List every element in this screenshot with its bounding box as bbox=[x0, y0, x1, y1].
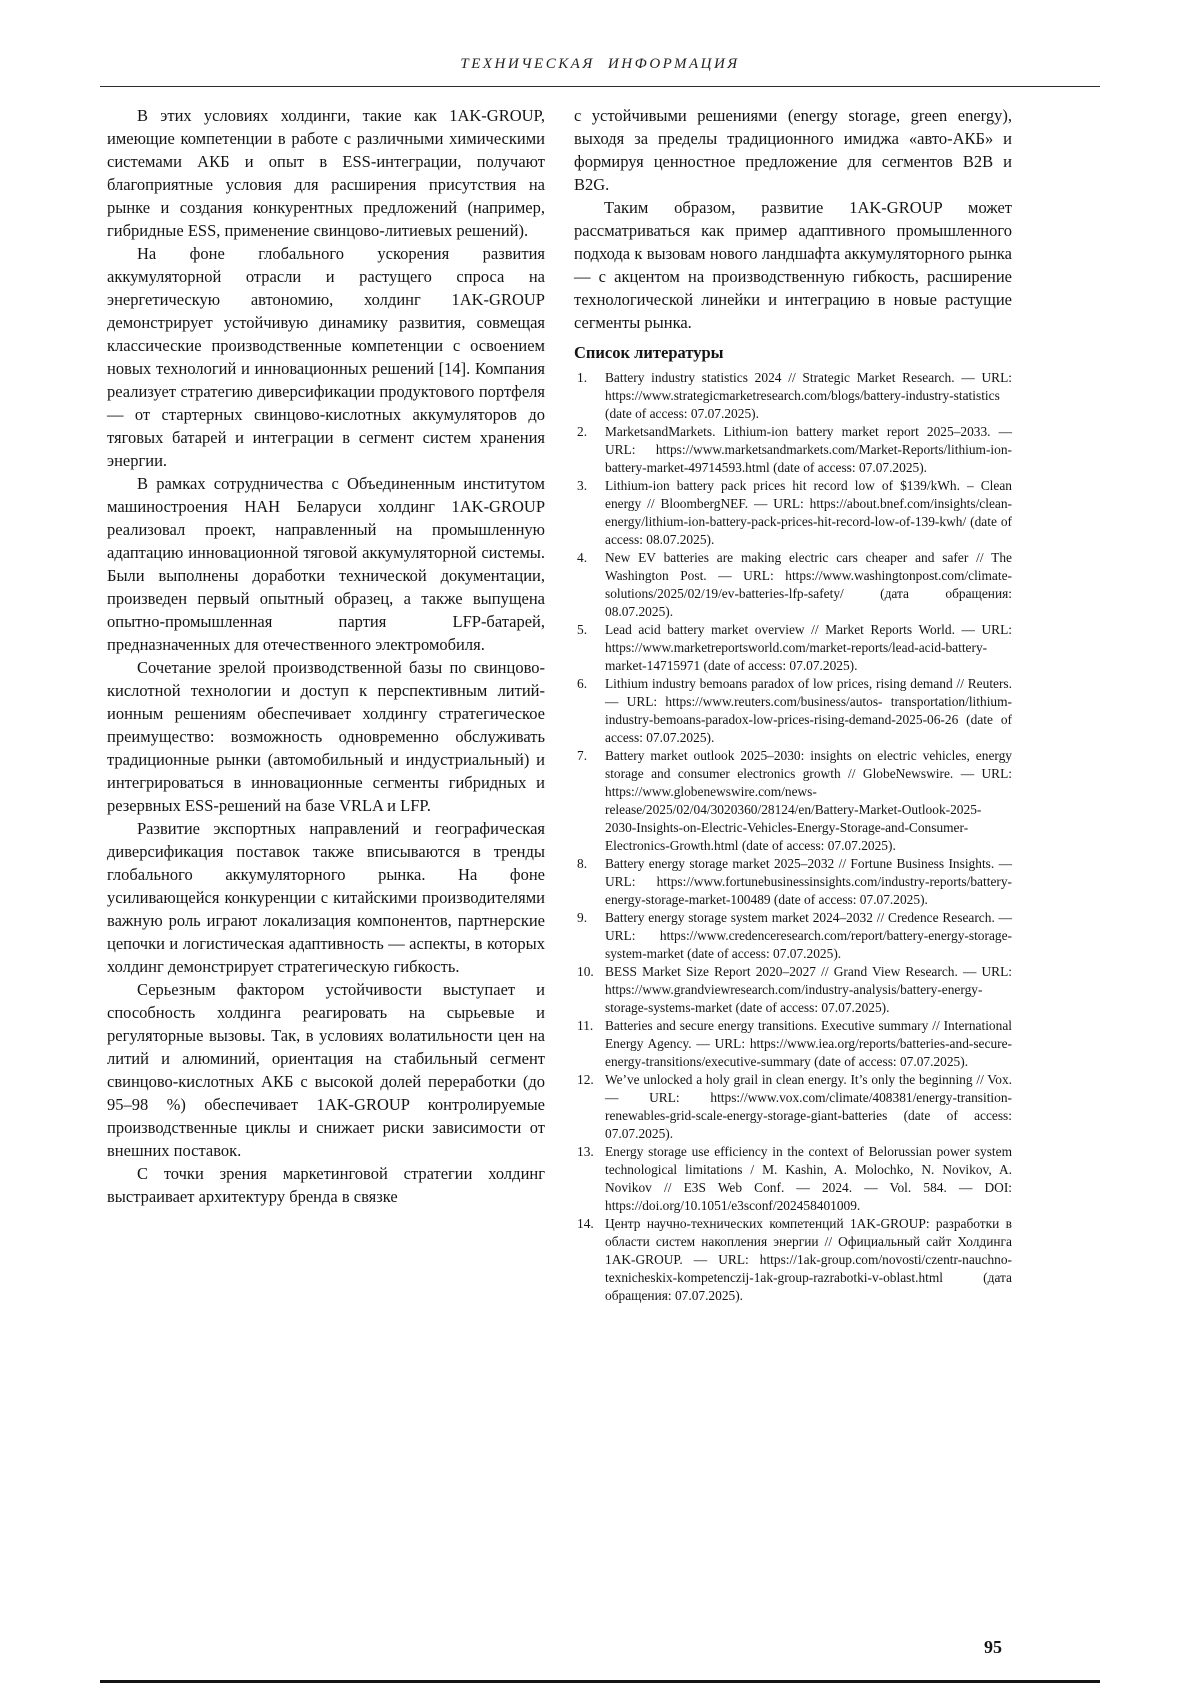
reference-item bbox=[574, 1071, 1012, 1143]
reference-item bbox=[574, 1215, 1012, 1305]
reference-item bbox=[574, 621, 1012, 675]
body-paragraph: С точки зрения маркетинговой стратегии холдинг выстраивает архитектуру бренда в связке bbox=[107, 1164, 545, 1206]
reference-number: 4. bbox=[577, 550, 588, 565]
body-paragraph: На фоне глобального ускорения развития аккумуляторной отрасли и растущего спроса на энергетическую автономию, холдинг 1AK-GROUP демонстрирует устойчивую динамику развития, совмещая классические производственные компетенции с освоением новых технологий и инновационных решений [14]. Компания реализует стратегию диверсификации продуктового портфеля — от стартерных свинцово-кислотных аккумуляторов до тяговых батарей и интеграции в сегмент систем хранения энергии. bbox=[107, 244, 545, 470]
reference-number: 8. bbox=[577, 856, 588, 871]
reference-item bbox=[574, 747, 1012, 855]
reference-text: Lithium industry bemoans paradox of low prices, rising demand // Reuters. — URL: https://www.reuters.com/business/autos- transportation/lithium-industry-bemoans-paradox-low-prices-rising-demand-2025-06-26 (date of access: 07.07.2025). bbox=[605, 676, 1012, 745]
reference-item bbox=[574, 675, 1012, 747]
body-paragraph: В рамках сотрудничества с Объединенным институтом машиностроения НАН Беларуси холдинг 1AK-GROUP реализовал проект, направленный на промышленную адаптацию инновационной тяговой аккумуляторной системы. Были выполнены доработки технической документации, произведен первый опытный образец, а также выпущена опытно-промышленная партия LFP-батарей, предназначенных для отечественного электромобиля. bbox=[107, 474, 545, 654]
reference-text: Battery energy storage system market 2024–2032 // Credence Research. — URL: https://www.credenceresearch.com/report/battery-energy-storage-system-market (date of access: 07.07.2025). bbox=[605, 910, 1012, 961]
reference-text: Lithium-ion battery pack prices hit record low of $139/kWh. – Clean energy // BloombergNEF. — URL: https://about.bnef.com/insights/clean-energy/lithium-ion-battery-pack-prices-hit-record-low-of-139-kwh/ (date of access: 08.07.2025). bbox=[605, 478, 1012, 547]
body-paragraph: Сочетание зрелой производственной базы по свинцово-кислотной технологии и доступ к перспективным литий-ионным решениям обеспечивает холдингу стратегическое преимущество: возможность одновременно обслуживать традиционные рынки (автомобильный и индустриальный) и интегрироваться в инновационные сегменты гибридных и резервных ESS-решений на базе VRLA и LFP. bbox=[107, 658, 545, 815]
references-list bbox=[574, 369, 1012, 1305]
reference-number: 5. bbox=[577, 622, 588, 637]
reference-item bbox=[574, 423, 1012, 477]
body-paragraph: Серьезным фактором устойчивости выступает и способность холдинга реагировать на сырьевые и регуляторные вызовы. Так, в условиях волатильности цен на литий и алюминий, ориентация на стабильный сегмент свинцово-кислотных АКБ с высокой долей переработки (до 95–98 %) обеспечивает 1AK-GROUP контролируемые производственные циклы и снижает риски зависимости от внешних поставок. bbox=[107, 980, 545, 1160]
reference-item bbox=[574, 369, 1012, 423]
reference-item bbox=[574, 477, 1012, 549]
left-column bbox=[107, 104, 545, 1208]
reference-text: MarketsandMarkets. Lithium-ion battery market report 2025–2033. — URL: https://www.marketsandmarkets.com/Market-Reports/lithium-ion-battery-market-49714593.html (date of access: 07.07.2025). bbox=[605, 424, 1012, 475]
reference-text: Battery energy storage market 2025–2032 // Fortune Business Insights. — URL: https://www.fortunebusinessinsights.com/industry-reports/battery-energy-storage-market-100489 (date of access: 07.07.2025). bbox=[605, 856, 1012, 907]
reference-item bbox=[574, 909, 1012, 963]
header-rule bbox=[100, 86, 1100, 87]
reference-number: 6. bbox=[577, 676, 588, 691]
reference-text: Battery industry statistics 2024 // Strategic Market Research. — URL: https://www.strategicmarketresearch.com/blogs/battery-industry-statistics (date of access: 07.07.2025). bbox=[605, 370, 1012, 421]
reference-number: 13. bbox=[577, 1144, 594, 1159]
two-column-body bbox=[107, 104, 1012, 1305]
reference-item bbox=[574, 1143, 1012, 1215]
reference-number: 10. bbox=[577, 964, 594, 979]
reference-text: Центр научно-технических компетенций 1AK-GROUP: разработки в области систем накопления энергии // Официальный сайт Холдинга 1AK-GROUP. — URL: https://1ak-group.com/novosti/czentr-nauchno-texnicheskix-kompetenczij-1ak-group-razrabotki-v-oblast.html (дата обращения: 07.07.2025). bbox=[605, 1216, 1012, 1303]
body-paragraph: Развитие экспортных направлений и географическая диверсификация поставок также вписываются в тренды глобального аккумуляторного рынка. На фоне усиливающейся конкуренции с китайскими производителями важную роль играют локализация компонентов, партнерские цепочки и логистическая адаптивность — аспекты, в которых холдинг демонстрирует стратегическую гибкость. bbox=[107, 819, 545, 976]
footer-rule bbox=[100, 1680, 1100, 1683]
reference-text: BESS Market Size Report 2020–2027 // Grand View Research. — URL: https://www.grandviewresearch.com/industry-analysis/battery-energy-storage-systems-market (date of access: 07.07.2025). bbox=[605, 964, 1012, 1015]
reference-item bbox=[574, 549, 1012, 621]
reference-number: 7. bbox=[577, 748, 588, 763]
reference-text: New EV batteries are making electric cars cheaper and safer // The Washington Post. — URL: https://www.washingtonpost.com/climate-solutions/2025/02/19/ev-batteries-lfp-safety/ (дата обращения: 08.07.2025). bbox=[605, 550, 1012, 619]
running-head: ТЕХНИЧЕСКАЯ ИНФОРМАЦИЯ bbox=[460, 56, 740, 72]
reference-item bbox=[574, 963, 1012, 1017]
reference-number: 2. bbox=[577, 424, 588, 439]
reference-text: Batteries and secure energy transitions. Executive summary // International Energy Agency. — URL: https://www.iea.org/reports/batteries-and-secure-energy-transitions/executive-summary (date of access: 07.07.2025). bbox=[605, 1018, 1012, 1069]
reference-number: 12. bbox=[577, 1072, 594, 1087]
body-paragraph: В этих условиях холдинги, такие как 1AK-GROUP, имеющие компетенции в работе с различными химическими системами АКБ и опыт в ESS-интеграции, получают благоприятные условия для расширения присутствия на рынке и создания конкурентных предложений (например, гибридные ESS, применение свинцово-литиевых решений). bbox=[107, 106, 545, 240]
body-paragraph-continuation: с устойчивыми решениями (energy storage, green energy), выходя за пределы традиционного имиджа «авто-АКБ» и формируя ценностное предложение для сегментов B2B и B2G. bbox=[574, 106, 1012, 194]
reference-text: Lead acid battery market overview // Market Reports World. — URL: https://www.marketreportsworld.com/market-reports/lead-acid-battery-market-14715971 (date of access: 07.07.2025). bbox=[605, 622, 1012, 673]
reference-number: 9. bbox=[577, 910, 588, 925]
reference-text: Energy storage use efficiency in the context of Belorussian power system technological limitations / M. Kashin, A. Molochko, N. Novikov, A. Novikov // E3S Web Conf. — 2024. — Vol. 584. — DOI: https://doi.org/10.1051/e3sconf/202458401009. bbox=[605, 1144, 1012, 1213]
references-heading: Список литературы bbox=[574, 343, 724, 362]
reference-item bbox=[574, 855, 1012, 909]
reference-number: 3. bbox=[577, 478, 588, 493]
reference-item bbox=[574, 1017, 1012, 1071]
reference-number: 1. bbox=[577, 370, 588, 385]
body-paragraph: Таким образом, развитие 1AK-GROUP может рассматриваться как пример адаптивного промышленного подхода к вызовам нового ландшафта аккумуляторного рынка — с акцентом на производственную гибкость, расширение технологической линейки и интеграцию в новые растущие сегменты рынка. bbox=[574, 198, 1012, 332]
page-number: 95 bbox=[984, 1637, 1002, 1657]
right-column bbox=[574, 104, 1012, 1305]
reference-number: 11. bbox=[577, 1018, 594, 1033]
reference-text: Battery market outlook 2025–2030: insights on electric vehicles, energy storage and consumer electronics growth // GlobeNewswire. — URL: https://www.globenewswire.com/news-release/2025/02/04/3020360/28124/en/Battery-Market-Outlook-2025-2030-Insights-on-Electric-Vehicles-Energy-Storage-and-Consumer-Electronics-Growth.html (date of access: 07.07.2025). bbox=[605, 748, 1012, 853]
reference-text: We’ve unlocked a holy grail in clean energy. It’s only the beginning // Vox. — URL: https://www.vox.com/climate/408381/energy-transition-renewables-grid-scale-energy-storage-giant-batteries (date of access: 07.07.2025). bbox=[605, 1072, 1012, 1141]
reference-number: 14. bbox=[577, 1216, 594, 1231]
